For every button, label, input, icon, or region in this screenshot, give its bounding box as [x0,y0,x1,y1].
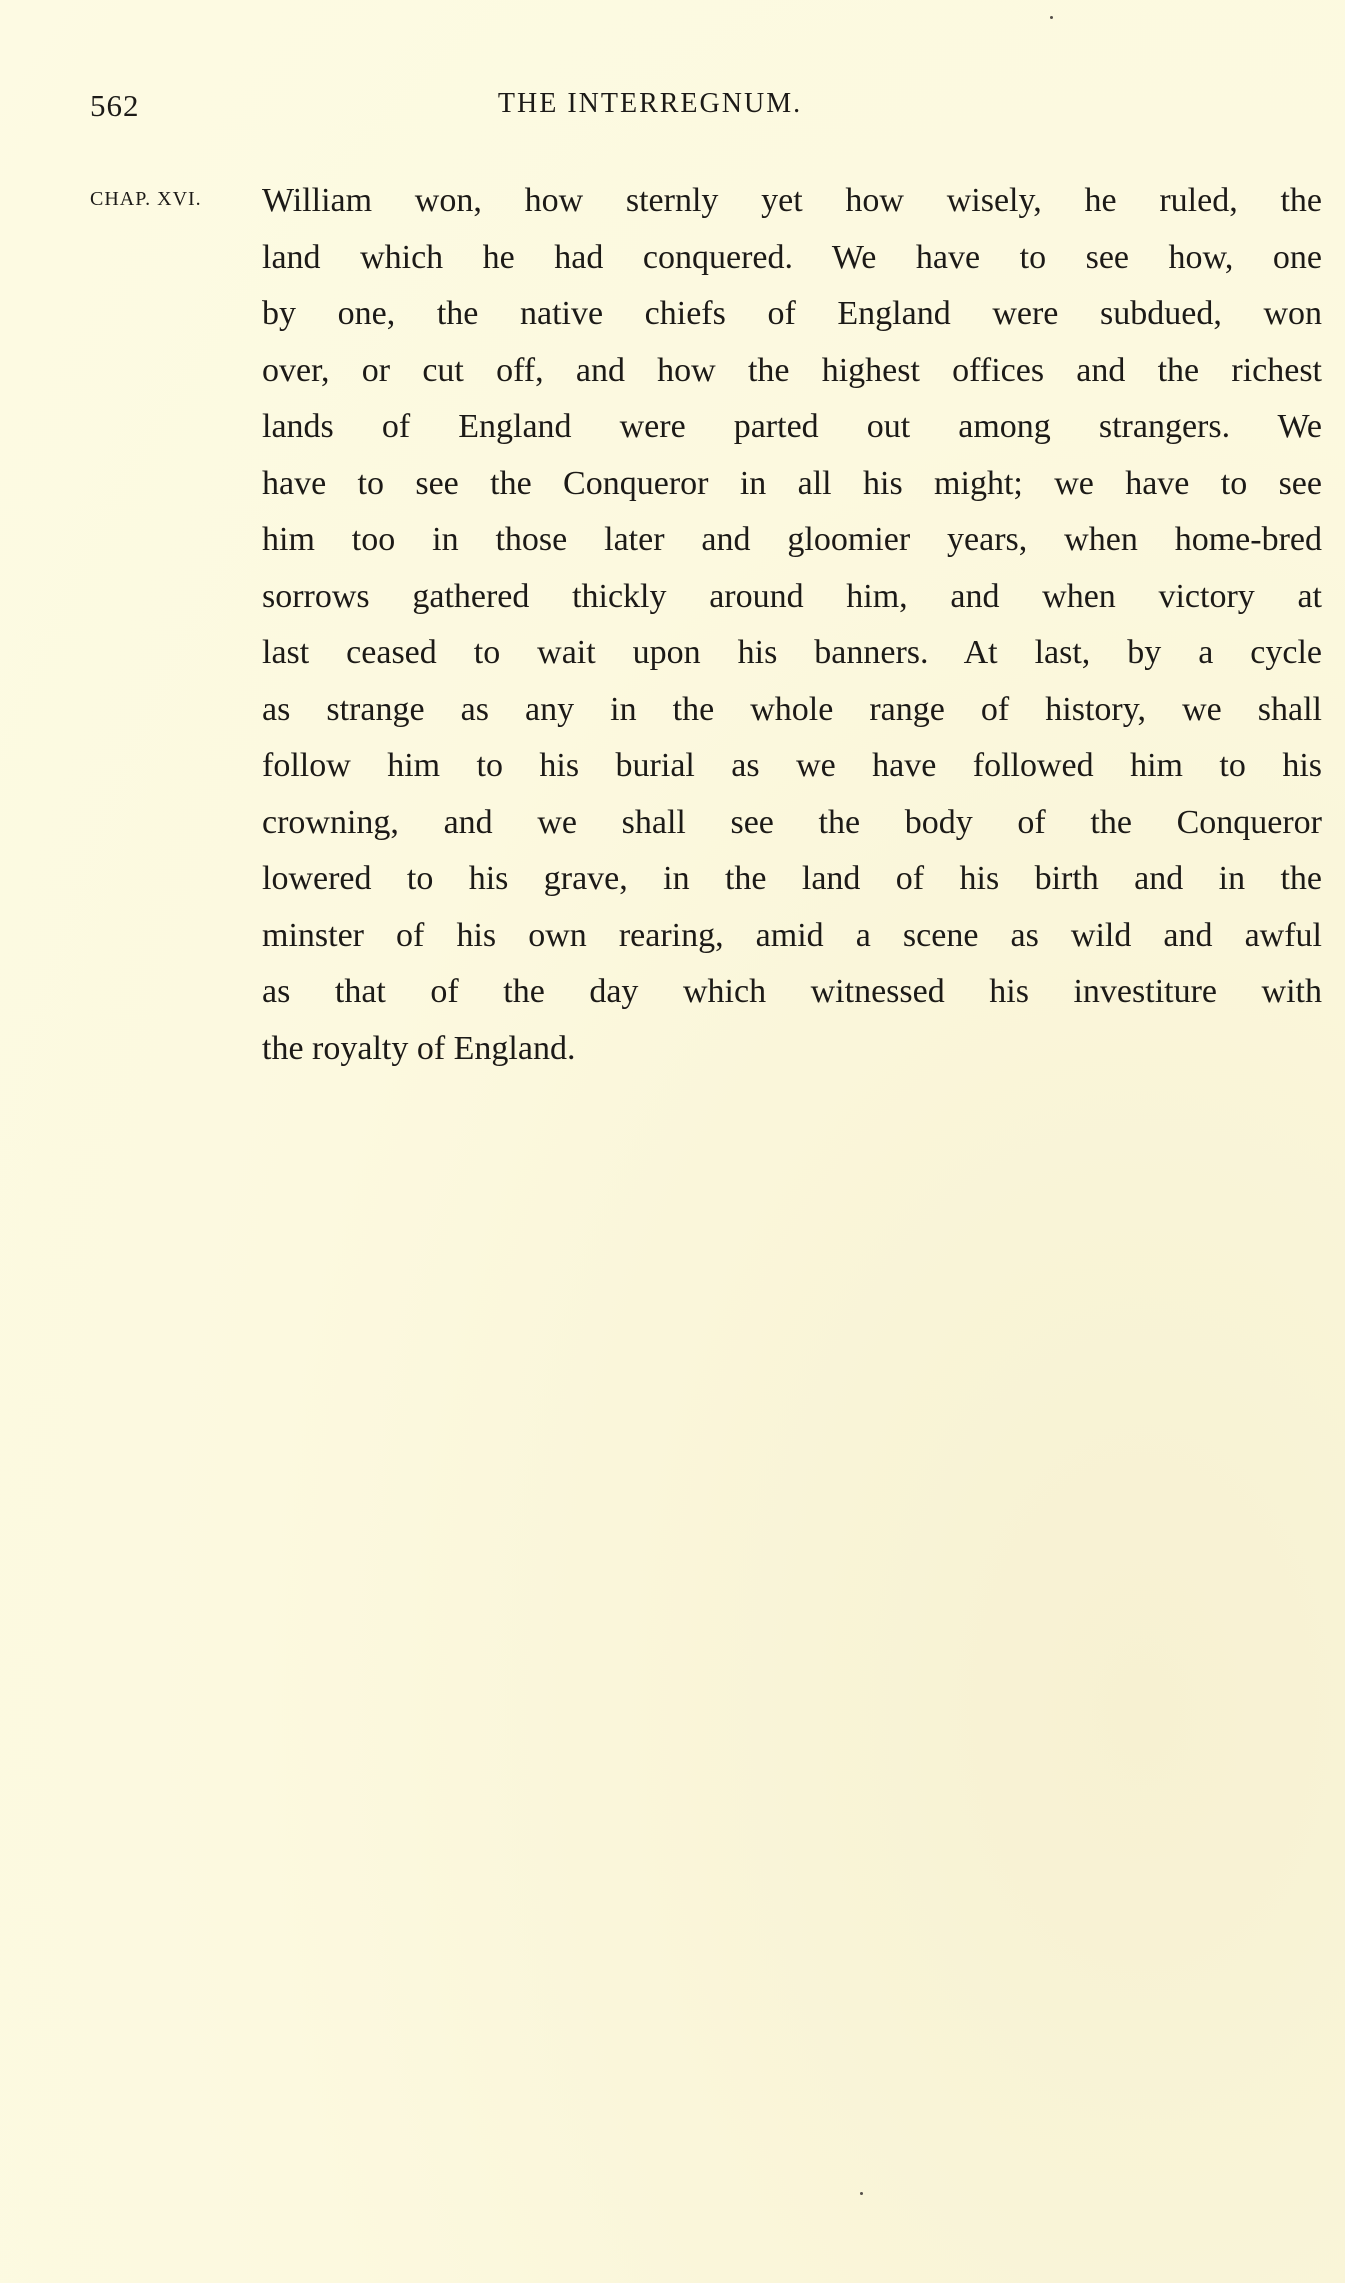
text-line: him too in those later and gloomier years, when home-bred [262,521,1322,558]
chapter-margin-note: CHAP. XVI. [90,188,202,210]
page-number: 562 [90,88,140,123]
text-line: lowered to his grave, in the land of his birth and in the [262,860,1322,897]
text-line: sorrows gathered thickly around him, and when victory at [262,577,1322,615]
body-paragraph [262,173,1322,1077]
paper-speck [1050,16,1053,19]
text-line: have to see the Conqueror in all his might; we have to see [262,464,1322,502]
text-line: follow him to his burial as we have followed him to his [262,747,1322,784]
text-line: the royalty of England. [262,1029,576,1067]
text-line: as that of the day which witnessed his investiture with [262,973,1322,1010]
text-line: by one, the native chiefs of England were subdued, won [262,295,1322,332]
paper-speck [860,2192,863,2195]
running-head: THE INTERREGNUM. [497,88,803,119]
text-line: as strange as any in the whole range of history, we shall [262,690,1322,728]
page-header [90,88,1210,128]
text-line: over, or cut off, and how the highest offices and the richest [262,351,1322,389]
text-line: crowning, and we shall see the body of the Conqueror [262,803,1322,841]
text-line: land which he had conquered. We have to see how, one [262,238,1322,276]
text-line: last ceased to wait upon his banners. At last, by a cycle [262,634,1322,671]
text-line: minster of his own rearing, amid a scene as wild and awful [262,916,1322,954]
text-line: William won, how sternly yet how wisely, he ruled, the [262,182,1322,219]
text-line: lands of England were parted out among strangers. We [262,408,1322,445]
